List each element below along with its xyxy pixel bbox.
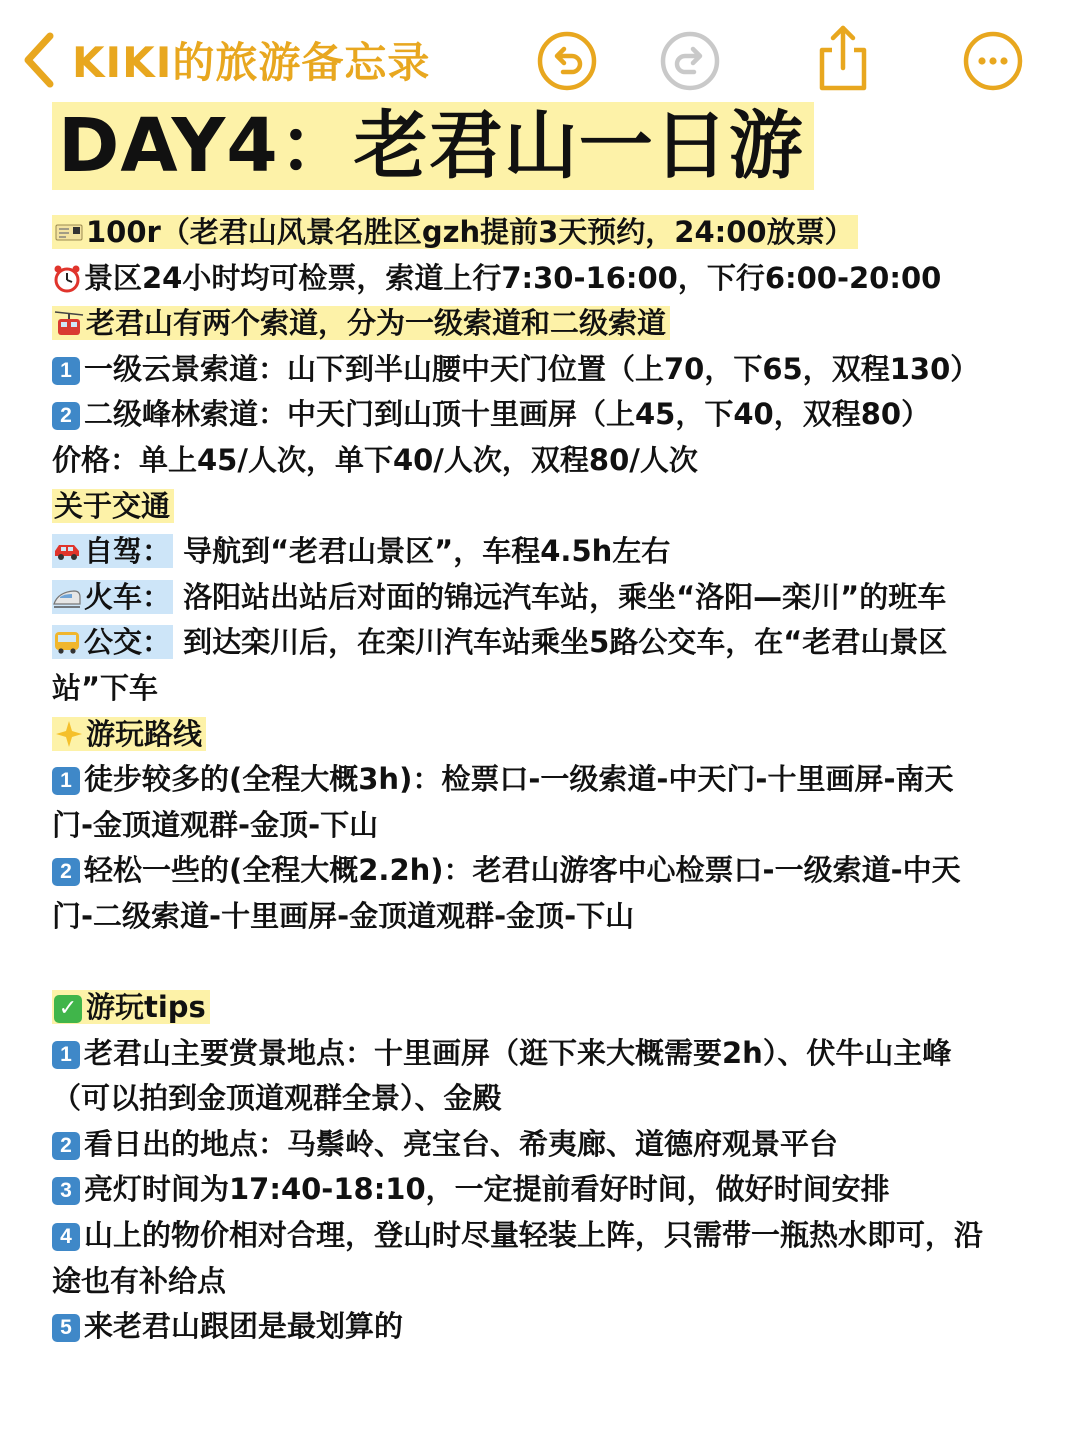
tip-item-3 [52,1167,1042,1213]
more-icon [962,30,1024,92]
cableway-item-2 [52,392,1042,438]
tip-item-5 [52,1304,1042,1350]
ticket-icon [54,215,84,245]
transport-heading: 关于交通 [52,489,174,523]
undo-button[interactable] [536,30,598,92]
cableway-item-1-text: 一级云景索道：山下到半山腰中天门位置（上70，下65，双程130） [84,351,980,386]
cableway-heading-line [52,301,1042,347]
car-icon [52,534,82,564]
car-label: 自驾： [84,534,172,569]
tips-heading: 游玩tips [86,990,206,1025]
train-label-highlight [52,580,173,614]
train-text: 洛阳站出站后对面的锦远汽车站，乘坐“洛阳—栾川”的班车 [183,579,947,614]
hours-line [52,256,1042,302]
transport-heading-line [52,484,1042,530]
keycap-1-icon: 1 [52,1041,80,1069]
tip-item-1-text-cont: （可以拍到金顶道观群全景）、金殿 [52,1081,502,1116]
transport-item-bus [52,620,1042,666]
ticket-price-line [52,210,1042,256]
undo-icon [536,30,598,92]
route-item-1-cont [52,803,1042,849]
blank-line [52,940,1042,986]
bus-text: 到达栾川后，在栾川汽车站乘坐5路公交车，在“老君山景区 [183,625,948,660]
note-body[interactable] [52,210,1042,1350]
back-label: KIKI的旅游备忘录 [72,38,431,87]
transport-item-train [52,575,1042,621]
back-button[interactable] [22,30,430,90]
bus-icon [52,625,82,655]
route-item-1-text-cont: 门-金顶道观群-金顶-下山 [52,807,379,842]
car-label-highlight [52,534,173,568]
keycap-1-icon: 1 [52,357,80,385]
tips-heading-highlight [52,990,210,1024]
train-label: 火车： [84,579,172,614]
hours-text: 景区24小时均可检票，索道上行7:30-16:00，下行6:00-20:00 [84,260,942,295]
keycap-4-icon: 4 [52,1223,80,1251]
cableway-price-text: 价格：单上45/人次，单下40/人次，双程80/人次 [52,442,698,477]
redo-button[interactable] [659,30,721,92]
page-title[interactable]: DAY4：老君山一日游 [52,102,814,190]
tip-item-4-cont [52,1259,1042,1305]
bus-text-cont: 站”下车 [52,670,159,705]
cableway-price-line [52,438,1042,484]
cableway-item-1 [52,347,1042,393]
bus-label: 公交： [84,625,172,660]
share-icon [812,24,874,94]
tip-item-4-text: 山上的物价相对合理，登山时尽量轻装上阵，只需带一瓶热水即可，沿 [84,1218,984,1253]
keycap-1-icon: 1 [52,767,80,795]
keycap-2-icon: 2 [52,402,80,430]
routes-heading-line [52,712,1042,758]
ticket-price-text: 100r（老君山风景名胜区gzh提前3天预约，24:00放票） [86,215,854,249]
transport-item-bus-cont [52,666,1042,712]
tip-item-4-text-cont: 途也有补给点 [52,1263,227,1298]
cableway-heading-highlight [52,306,670,340]
title-block [52,102,814,190]
keycap-3-icon: 3 [52,1177,80,1205]
back-chevron-icon [22,32,56,88]
share-button[interactable] [812,24,874,94]
aerial-tramway-icon [54,306,84,336]
keycap-5-icon: 5 [52,1314,80,1342]
bus-label-highlight [52,625,173,659]
transport-item-car [52,529,1042,575]
routes-heading-highlight [52,717,206,751]
ticket-price-highlight [52,215,858,249]
routes-heading: 游玩路线 [86,716,203,751]
route-item-1-text: 徒步较多的(全程大概3h)：检票口-一级索道-中天门-十里画屏-南天 [84,762,954,797]
route-item-2-text: 轻松一些的(全程大概2.2h)：老君山游客中心检票口-一级索道-中天 [84,853,961,888]
cableway-heading: 老君山有两个索道，分为一级索道和二级索道 [86,306,667,341]
more-button[interactable] [962,30,1024,92]
tip-item-1 [52,1031,1042,1077]
check-mark-icon: ✓ [54,995,82,1023]
tip-item-3-text: 亮灯时间为17:40-18:10，一定提前看好时间，做好时间安排 [84,1172,890,1207]
tip-item-4 [52,1213,1042,1259]
keycap-2-icon: 2 [52,858,80,886]
tip-item-2-text: 看日出的地点：马鬃岭、亮宝台、希夷廊、道德府观景平台 [84,1126,839,1161]
tip-item-2 [52,1122,1042,1168]
tip-item-5-text: 来老君山跟团是最划算的 [84,1309,404,1344]
route-item-1 [52,757,1042,803]
sparkle-star-icon [54,717,84,747]
train-icon [52,580,82,610]
tip-item-1-cont [52,1076,1042,1122]
route-item-2-text-cont: 门-二级索道-十里画屏-金顶道观群-金顶-下山 [52,898,635,933]
tip-item-1-text: 老君山主要赏景地点：十里画屏（逛下来大概需要2h）、伏牛山主峰 [84,1035,952,1070]
tips-heading-line [52,985,1042,1031]
alarm-clock-icon [52,261,82,291]
cableway-item-2-text: 二级峰林索道：中天门到山顶十里画屏（上45，下40，双程80） [84,397,931,432]
redo-icon [659,30,721,92]
car-text: 导航到“老君山景区”，车程4.5h左右 [183,534,671,569]
keycap-2-icon: 2 [52,1132,80,1160]
route-item-2-cont [52,894,1042,940]
route-item-2 [52,848,1042,894]
